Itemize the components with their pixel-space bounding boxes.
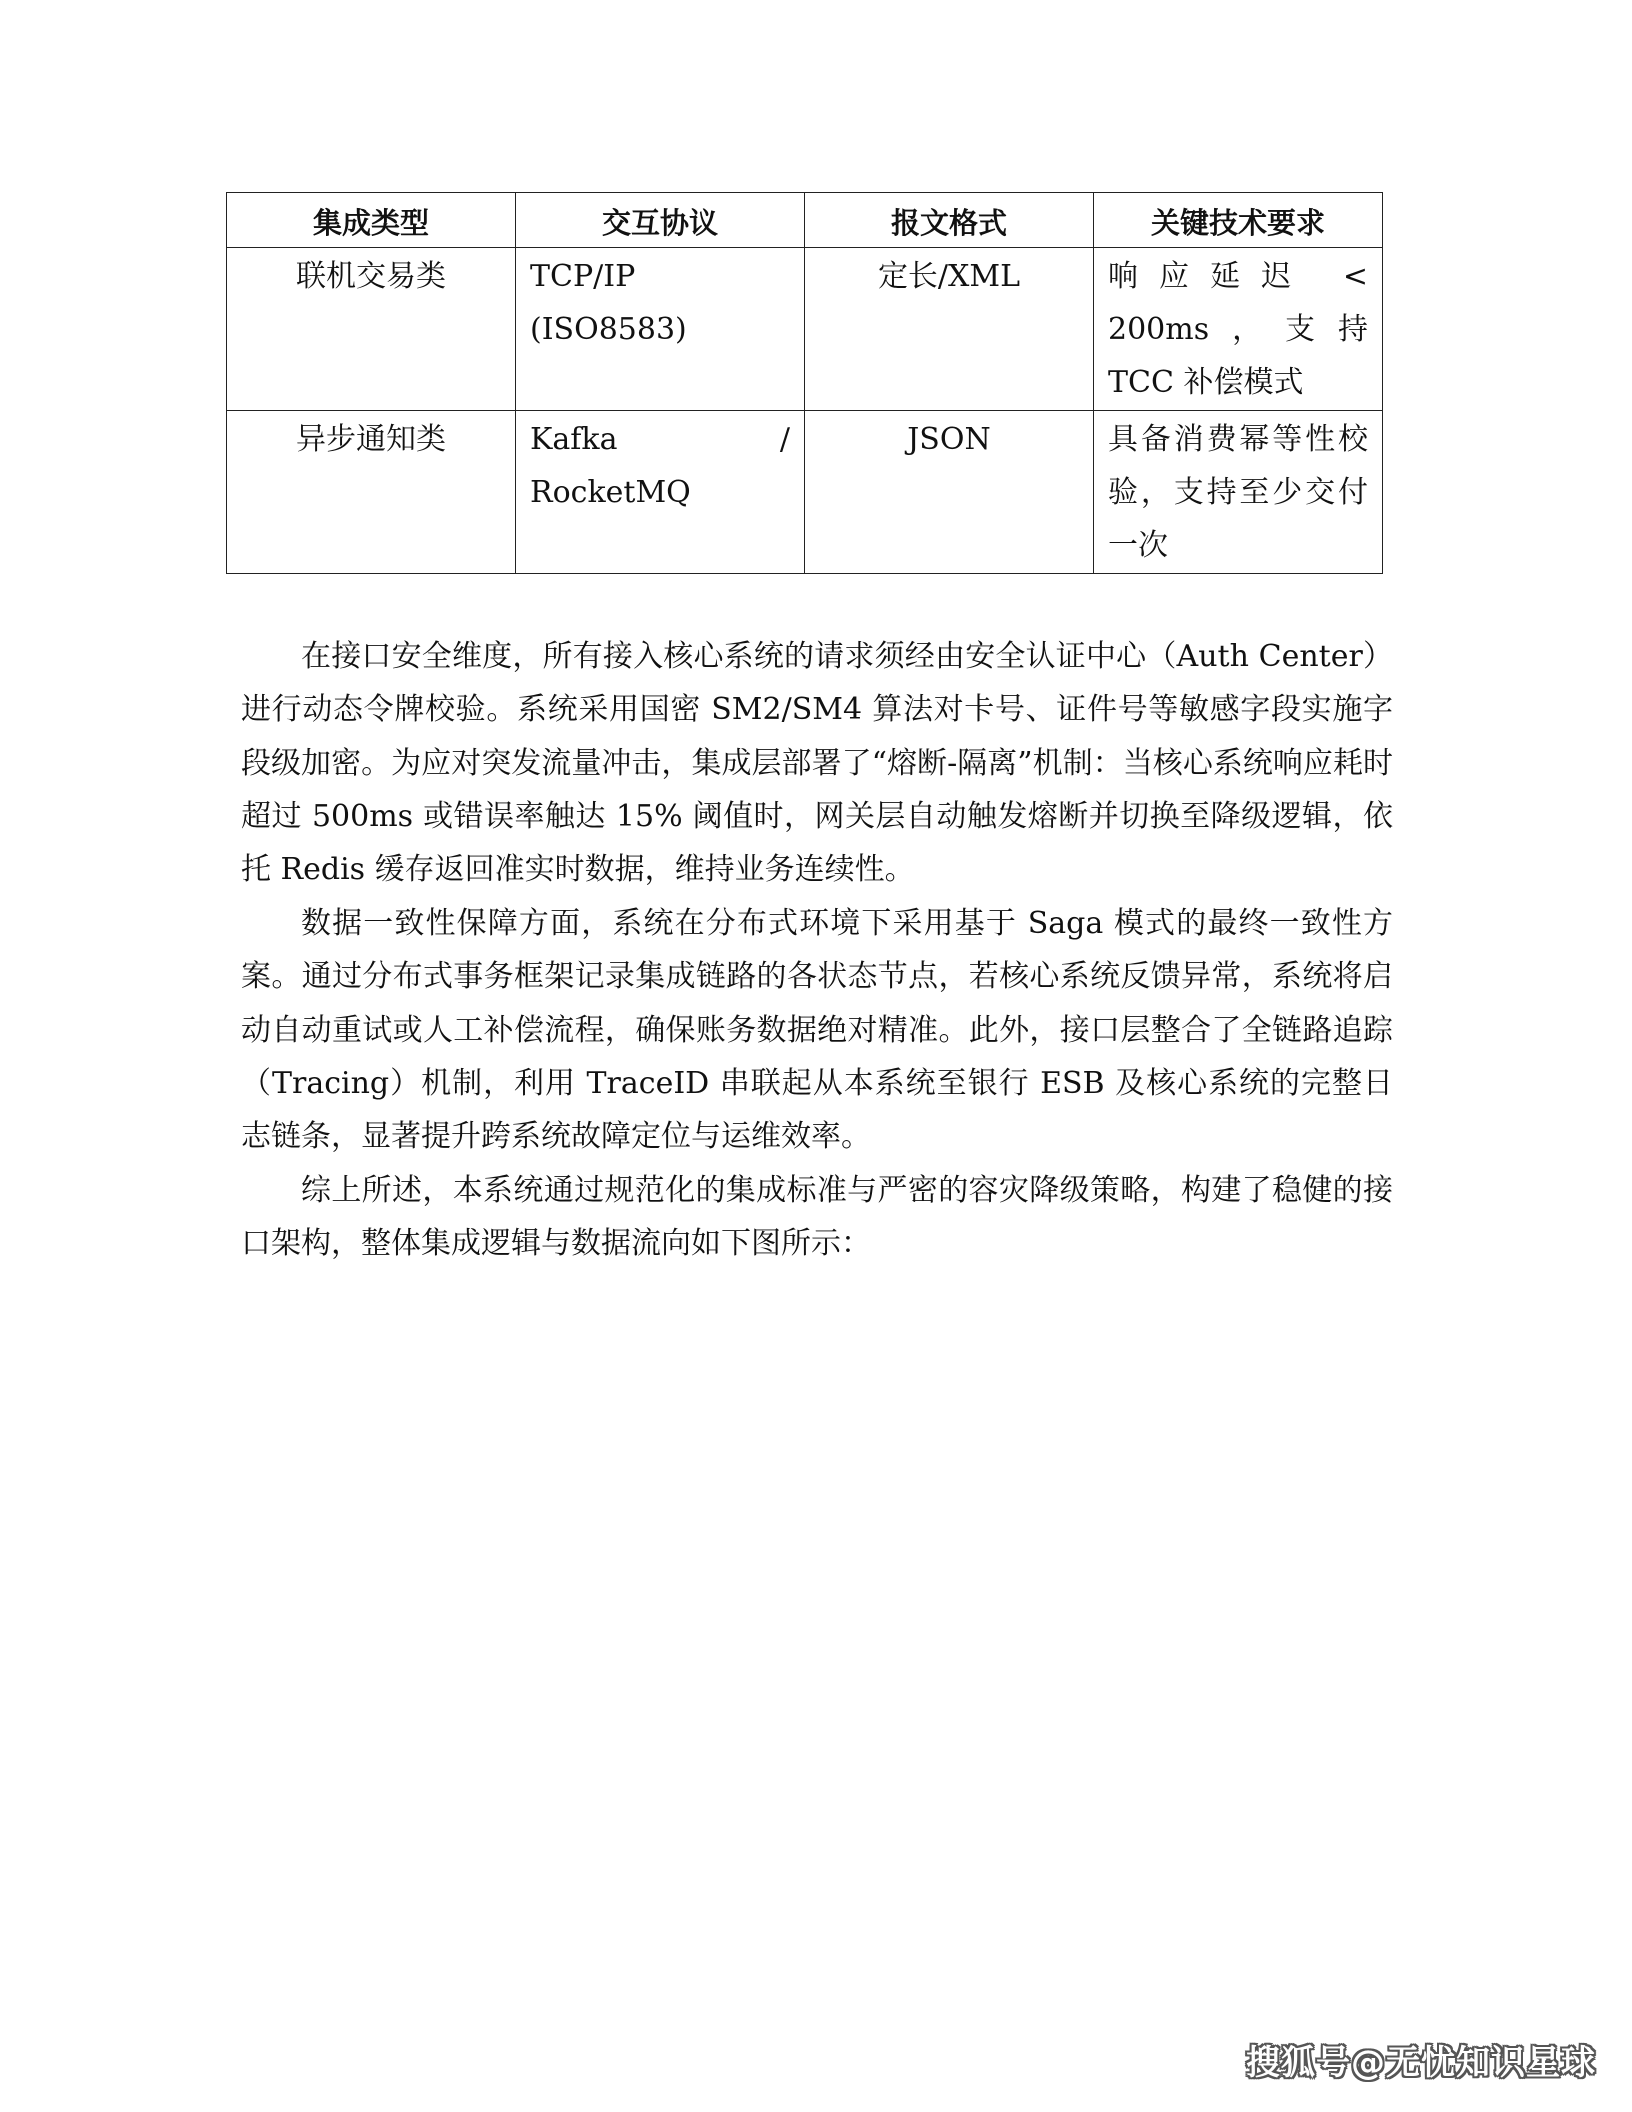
header-integration-type: 集成类型 — [227, 193, 516, 248]
cell-message-format: JSON — [805, 411, 1094, 574]
paragraph-data-consistency: 数据一致性保障方面，系统在分布式环境下采用基于 Saga 模式的最终一致性方案。通过分布式事务框架记录集成链路的各状态节点，若核心系统反馈异常，系统将启动自动重试或人工补偿流程，确保账务数据绝对精准。此外，接口层整合了全链路追踪（Tracing）机制，利用 TraceID 串联起从本系统至银行 ESB 及核心系统的完整日志链条，显著提升跨系统故障定位与运维效率。 — [241, 906, 1393, 1155]
table-header-row — [227, 193, 1383, 248]
cell-message-format: 定长/XML — [805, 248, 1094, 411]
header-protocol: 交互协议 — [516, 193, 805, 248]
paragraph-interface-security: 在接口安全维度，所有接入核心系统的请求须经由安全认证中心（Auth Center）进行动态令牌校验。系统采用国密 SM2/SM4 算法对卡号、证件号等敏感字段实施字段级加密。为应对突发流量冲击，集成层部署了“熔断-隔离”机制：当核心系统响应耗时超过 500ms 或错误率触达 15% 阈值时，网关层自动触发熔断并切换至降级逻辑，依托 Redis 缓存返回准实时数据，维持业务连续性。 — [241, 639, 1393, 888]
cell-protocol: Kafka / RocketMQ — [516, 411, 805, 574]
header-key-requirements: 关键技术要求 — [1094, 193, 1383, 248]
table-row — [227, 411, 1383, 574]
cell-key-requirements: 响应延迟 < 200ms，支持 TCC 补偿模式 — [1094, 248, 1383, 411]
cell-integration-type: 异步通知类 — [227, 411, 516, 574]
cell-key-requirements: 具备消费幂等性校验，支持至少交付一次 — [1094, 411, 1383, 574]
table-row — [227, 248, 1383, 411]
cell-protocol: TCP/IP (ISO8583) — [516, 248, 805, 411]
header-message-format: 报文格式 — [805, 193, 1094, 248]
paragraph-summary: 综上所述，本系统通过规范化的集成标准与严密的容灾降级策略，构建了稳健的接口架构，整体集成逻辑与数据流向如下图所示： — [241, 1173, 1393, 1262]
cell-integration-type: 联机交易类 — [227, 248, 516, 411]
source-watermark: 搜狐号@无忧知识星球 — [1246, 2043, 1596, 2083]
integration-spec-table — [226, 192, 1383, 574]
